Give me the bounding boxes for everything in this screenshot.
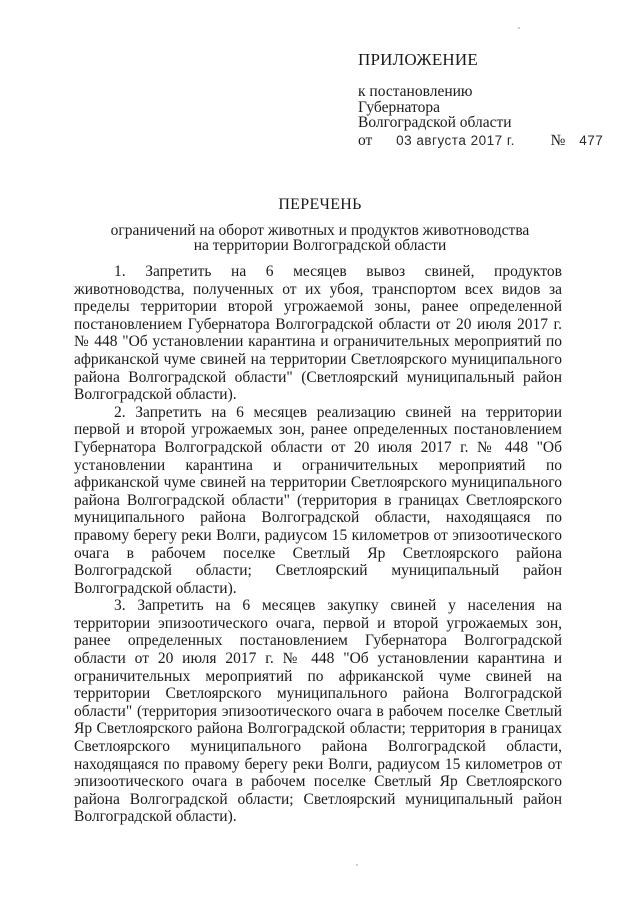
document-heading xyxy=(0,195,640,253)
decree-from-label: от xyxy=(358,132,373,149)
appendix-line-3: Волгоградской области xyxy=(358,114,512,131)
list-item-1: 1. Запретить на 6 месяцев вывоз свиней, продуктов животноводства, полученных от их убоя, транспортом всех видов за пределы территории второй угрожаемой зоны, ранее определенной постановлением Губернатора Волгоградской области от 20 июля 2017 г. № 448 "Об установлении карантина и ограничительных мероприятий по африканской чуме свиней на территории Светлоярского муниципального района Волгоградской области" (Светлоярский муниципальный район Волгоградской области). xyxy=(74,263,562,404)
decree-number: 477 xyxy=(579,133,604,148)
appendix-block xyxy=(358,50,608,131)
appendix-line-1: к постановлению xyxy=(358,83,473,100)
scan-speck xyxy=(356,864,358,866)
list-item-2: 2. Запретить на 6 месяцев реализацию свиней на территории первой и второй угрожаемых зон, ранее определенных постановлением Губернатора Волгоградской области от 20 июля 2017 г. № 448 "Об установлении карантина и ограничительных мероприятий по африканской чуме свиней на территории Светлоярского муниципального района Волгоградской области" (территория в границах Светлоярского муниципального района Волгоградской области, находящаяся по правому берегу реки Волги, радиусом 15 километров от эпизоотического очага в рабочем поселке Светлый Яр Светлоярского района Волгоградской области; Светлоярский муниципальный район Волгоградской области). xyxy=(74,403,562,597)
document-subtitle-line-2: на территории Волгоградской области xyxy=(193,237,447,254)
scan-speck xyxy=(518,27,520,29)
decree-number-label: № xyxy=(550,132,566,149)
decree-meta xyxy=(358,131,618,151)
document-body xyxy=(74,263,562,826)
decree-date: 03 августа 2017 г. xyxy=(396,133,515,148)
document-subtitle-line-1: ограничений на оборот животных и продуктов животноводства xyxy=(110,222,530,239)
appendix-line-2: Губернатора xyxy=(358,98,440,116)
appendix-title: ПРИЛОЖЕНИЕ xyxy=(358,50,478,69)
document-title: ПЕРЕЧЕНЬ xyxy=(278,196,362,213)
list-item-3: 3. Запретить на 6 месяцев закупку свиней у населения на территории эпизоотического очага, первой и второй угрожаемых зон, ранее определенных постановлением Губернатора Волгоградской области от 20 июля 2017 г. № 448 "Об установлении карантина и ограничительных мероприятий по африканской чуме свиней на территории Светлоярского муниципального района Волгоградской области" (территория эпизоотического очага в рабочем поселке Светлый Яр Светлоярского района Волгоградской области; территория в границах Светлоярского муниципального района Волгоградской области, находящаяся по правому берегу реки Волги, радиусом 15 километров от эпизоотического очага в рабочем поселке Светлый Яр Светлоярского района Волгоградской области; Светлоярский муниципальный район Волгоградской области). xyxy=(74,597,562,826)
